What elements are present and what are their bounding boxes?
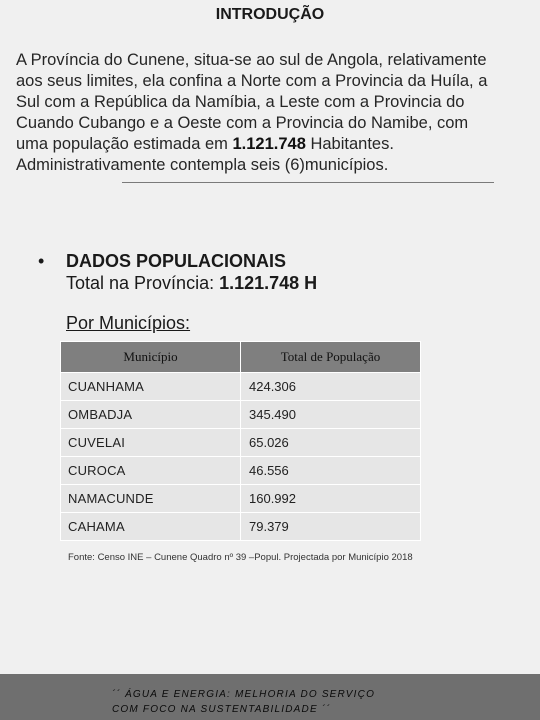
population-value: 160.992 — [241, 485, 421, 513]
intro-paragraph — [16, 50, 491, 176]
municipality-name: CAHAMA — [61, 513, 241, 541]
horizontal-rule — [122, 182, 494, 183]
population-value: 65.026 — [241, 429, 421, 457]
municipality-name: OMBADJA — [61, 401, 241, 429]
municipality-name: CUVELAI — [61, 429, 241, 457]
header-total-populacao: Total de População — [241, 342, 421, 373]
table-row — [61, 513, 421, 541]
total-value: 1.121.748 H — [219, 273, 318, 293]
footer-line-1: ´´ ÁGUA E ENERGIA: MELHORIA DO SERVIÇO — [112, 689, 376, 700]
population-value: 424.306 — [241, 373, 421, 401]
table-header-row — [61, 342, 421, 373]
municipality-name: NAMACUNDE — [61, 485, 241, 513]
by-municipality-label: Por Municípios: — [66, 313, 191, 333]
table-row — [61, 485, 421, 513]
intro-text-part1: A Província do Cunene, situa-se ao sul de Angola, relativamente aos seus limites, ela confina a Norte com a Provincia da Huíla, a Sul com a República da Namíbia, a Leste com a Provincia do Cuando Cubango e a Oeste com a Provincia do Namibe, com uma população estimada em — [16, 51, 488, 153]
province-total-line — [66, 272, 317, 294]
intro-population-bold: 1.121.748 — [232, 135, 306, 153]
footer-banner — [0, 674, 540, 720]
intro-text-part2: Habitantes. Administrativamente contempla seis (6)municípios. — [16, 135, 394, 174]
population-table — [60, 341, 421, 541]
footer-line-2: COM FOCO NA SUSTENTABILIDADE ´´ — [112, 704, 331, 715]
table-row — [61, 373, 421, 401]
section-heading: DADOS POPULACIONAIS — [66, 251, 287, 271]
municipality-name: CUANHAMA — [61, 373, 241, 401]
footer-slogan — [112, 687, 375, 717]
page-title: INTRODUÇÃO — [215, 6, 325, 23]
table-row — [61, 457, 421, 485]
population-value: 345.490 — [241, 401, 421, 429]
population-value: 79.379 — [241, 513, 421, 541]
total-label: Total na Província: — [66, 273, 220, 293]
source-note: Fonte: Censo INE – Cunene Quadro nº 39 –Popul. Projectada por Município 2018 — [68, 552, 413, 563]
table-row — [61, 429, 421, 457]
municipality-name: CUROCA — [61, 457, 241, 485]
population-value: 46.556 — [241, 457, 421, 485]
header-municipio: Município — [61, 342, 241, 373]
bullet-icon: • — [38, 251, 45, 271]
table-row — [61, 401, 421, 429]
